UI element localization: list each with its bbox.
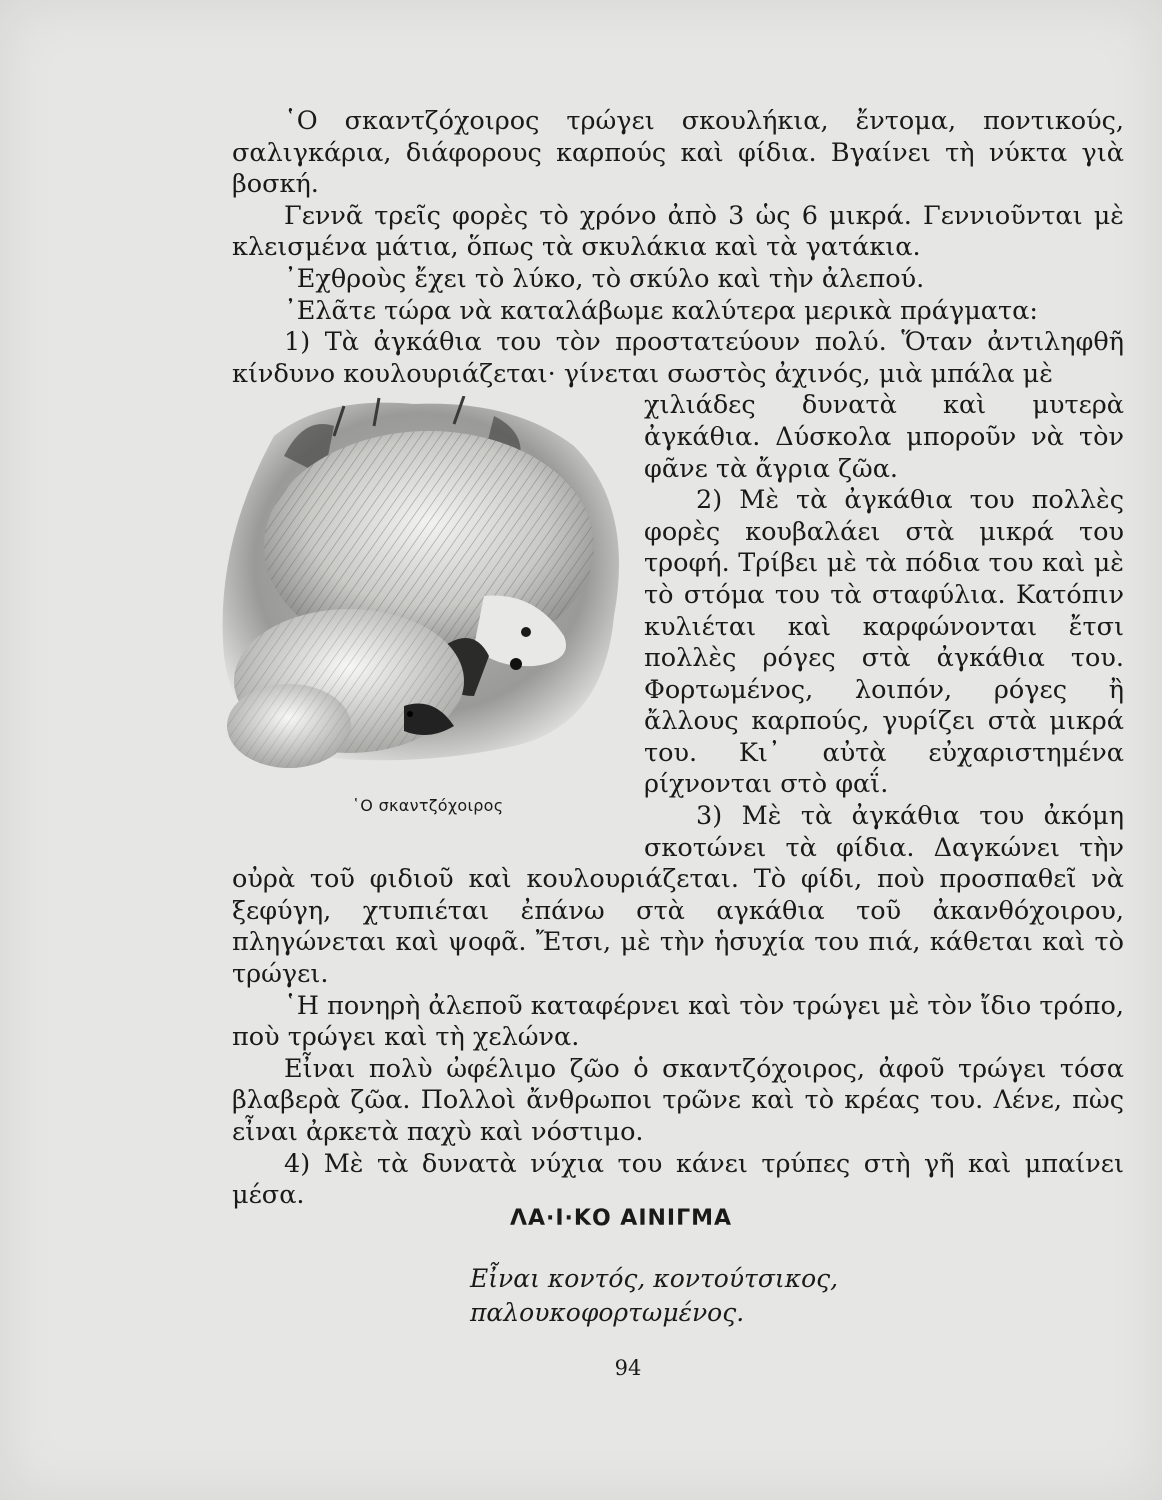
- top-text: [232, 106, 1124, 1212]
- paragraph-point-2: 2) Μὲ τὰ ἀγκάθια του πολλὲς φορὲς κουβαλάει στὰ μικρά του τροφή. Τρίβει μὲ τὰ πόδια του καὶ μὲ τὸ στόμα του τὰ σταφύλια. Κατόπιν κυλιέται καὶ καρφώνονται ἔτσι πολλὲς ρόγες στὰ ἀγκάθια του. Φορτωμένος, λοιπόν, ρόγες ἢ ἄλλους καρπούς, γυρίζει στὰ μικρά του. Κι᾿ αὐτὰ εὐχαριστημένα ρίχνονται στὸ φαΐ.: [644, 485, 1124, 800]
- paragraph-enemies: ᾿Εχθροὺς ἔχει τὸ λύκο, τὸ σκύλο καὶ τὴν ἀλεπού.: [284, 263, 925, 294]
- hedgehog-figure: [214, 396, 640, 848]
- riddle-title: ΛΑ·Ι·ΚΟ ΑΙΝΙΓΜΑ: [509, 1206, 733, 1231]
- figure-wrap-area: [232, 390, 1124, 990]
- paragraph-intro: ᾿Ελᾶτε τώρα νὰ καταλάβωμε καλύτερα μερικὰ πράγματα:: [284, 295, 1038, 326]
- paragraph-point-1: 1) Τὰ ἀγκάθια του τὸν προστατεύουν πολύ. Ὅταν ἀντιληφθῆ κίνδυνο κουλουριάζεται· γίνεται σωστὸς ἀχινός, μιὰ μπάλα μὲ: [232, 327, 1124, 389]
- paragraph-fox: ῾Η πονηρὴ ἀλεποῦ καταφέρνει καὶ τὸν τρώγει μὲ τὸν ἴδιο τρόπο, ποὺ τρώγει καὶ τὴ χελώνα.: [232, 990, 1124, 1053]
- paragraph-point-1-cont: χιλιάδες δυνατὰ καὶ μυτερὰ ἀγκάθια. Δύσκολα μποροῦν νὰ τὸν φᾶνε τὰ ἄγρια ζῶα.: [644, 390, 1124, 484]
- paragraph-useful: Εἶναι πολὺ ὠφέλιμο ζῶο ὁ σκαντζόχοιρος, ἀφοῦ τρώγει τόσα βλαβερὰ ζῶα. Πολλοὶ ἄνθρωποι τρῶνε καὶ τὸ κρέας του. Λένε, πὼς εἶναι ἀρκετὰ παχὺ καὶ νόστιμο.: [232, 1053, 1124, 1147]
- page-number: 94: [614, 1356, 642, 1380]
- riddle-text: [470, 1262, 970, 1330]
- paragraph-births: Γεννᾶ τρεῖς φορὲς τὸ χρόνο ἀπὸ 3 ὡς 6 μικρά. Γεννιοῦνται μὲ κλεισμένα μάτια, ὅπως τὰ σκυλάκια καὶ τὰ γατάκια.: [232, 200, 1124, 263]
- figure-caption: ῾Ο σκαντζόχοιρος: [352, 796, 504, 816]
- hedgehog-photo: [214, 396, 640, 776]
- riddle-line: Εἶναι κοντός, κοντούτσικος,: [470, 1264, 839, 1293]
- paragraph-point-4: 4) Μὲ τὰ δυνατὰ νύχια του κάνει τρύπες στὴ γῆ καὶ μπαίνει μέσα.: [232, 1148, 1124, 1211]
- paragraph-diet: ῾Ο σκαντζόχοιρος τρώγει σκουλήκια, ἔντομα, ποντικούς, σαλιγκάρια, διάφορους καρπούς καὶ φίδια. Βγαίνει τὴ νύκτα γιὰ βοσκή.: [232, 106, 1124, 200]
- paragraph-point-3: 3) Μὲ τὰ ἀγκάθια του ἀκόμη σκοτώνει τὰ φίδια. Δαγκώνει τὴν οὐρὰ τοῦ φιδιοῦ καὶ κουλουριάζεται. Τὸ φίδι, ποὺ προσπαθεῖ νὰ ξεφύγη, χτυπιέται ἐπάνω στὰ αγκάθια τοῦ ἀκανθόχοιρου, πληγώνεται καὶ ψοφᾶ. Ἔτσι, μὲ τὴν ἡσυχία του πιά, κάθεται καὶ τὸ τρώγει.: [232, 801, 1124, 990]
- riddle-line: παλουκοφορτωμένος.: [470, 1298, 745, 1327]
